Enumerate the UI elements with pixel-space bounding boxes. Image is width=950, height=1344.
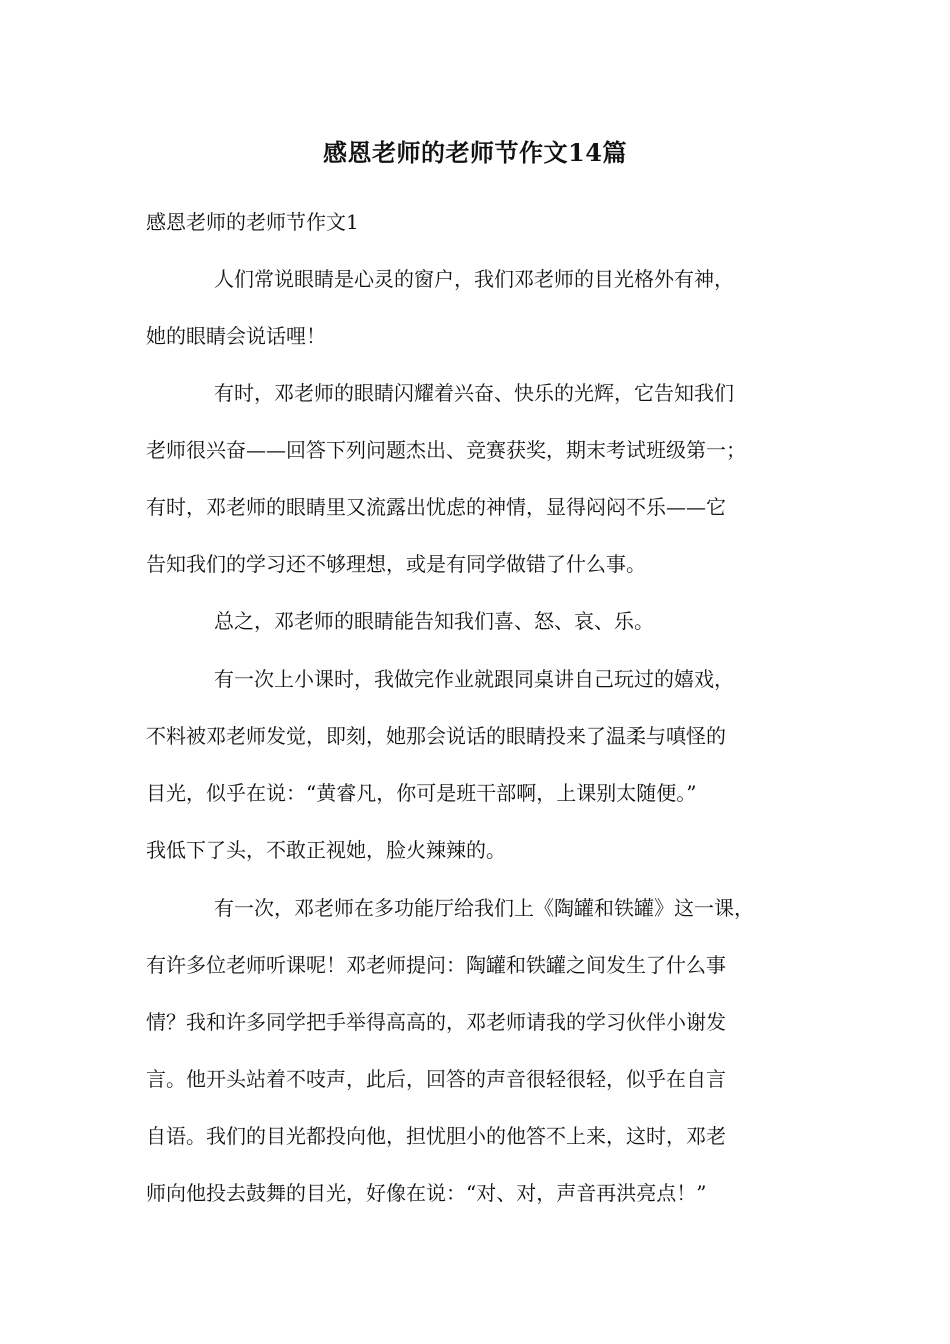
text-line: 她的眼睛会说话哩！ [146,324,326,348]
text-line: 师向他投去鼓舞的目光，好像在说：“对、对，声音再洪亮点！” [146,1181,707,1205]
text-line: 总之，邓老师的眼睛能告知我们喜、怒、哀、乐。 [214,609,654,633]
text-line: 有时，邓老师的眼睛里又流露出忧虑的神情，显得闷闷不乐——它 [146,495,726,519]
text-line: 自语。我们的目光都投向他，担忧胆小的他答不上来，这时，邓老 [146,1124,726,1148]
text-line: 有许多位老师听课呢！邓老师提问：陶罐和铁罐之间发生了什么事 [146,953,726,977]
text-line: 言。他开头站着不吱声，此后，回答的声音很轻很轻，似乎在自言 [146,1067,726,1091]
text-line: 有时，邓老师的眼睛闪耀着兴奋、快乐的光辉，它告知我们 [214,381,734,405]
text-line: 目光，似乎在说：“黄睿凡，你可是班干部啊，上课别太随便。” [146,781,697,805]
text-line: 我低下了头，不敢正视她，脸火辣辣的。 [146,838,506,862]
text-line: 有一次上小课时，我做完作业就跟同桌讲自己玩过的嬉戏， [214,667,734,691]
section-heading: 感恩老师的老师节作文1 [146,210,359,234]
text-line: 不料被邓老师发觉，即刻，她那会说话的眼睛投来了温柔与嗔怪的 [146,724,726,748]
text-line: 老师很兴奋——回答下列问题杰出、竞赛获奖，期末考试班级第一； [146,438,746,462]
text-line: 人们常说眼睛是心灵的窗户，我们邓老师的目光格外有神， [214,267,734,291]
text-line: 有一次，邓老师在多功能厅给我们上《陶罐和铁罐》这一课， [214,896,754,920]
text-line: 情？我和许多同学把手举得高高的，邓老师请我的学习伙伴小谢发 [146,1010,726,1034]
document-title: 感恩老师的老师节作文14篇 [323,138,627,167]
text-line: 告知我们的学习还不够理想，或是有同学做错了什么事。 [146,552,646,576]
